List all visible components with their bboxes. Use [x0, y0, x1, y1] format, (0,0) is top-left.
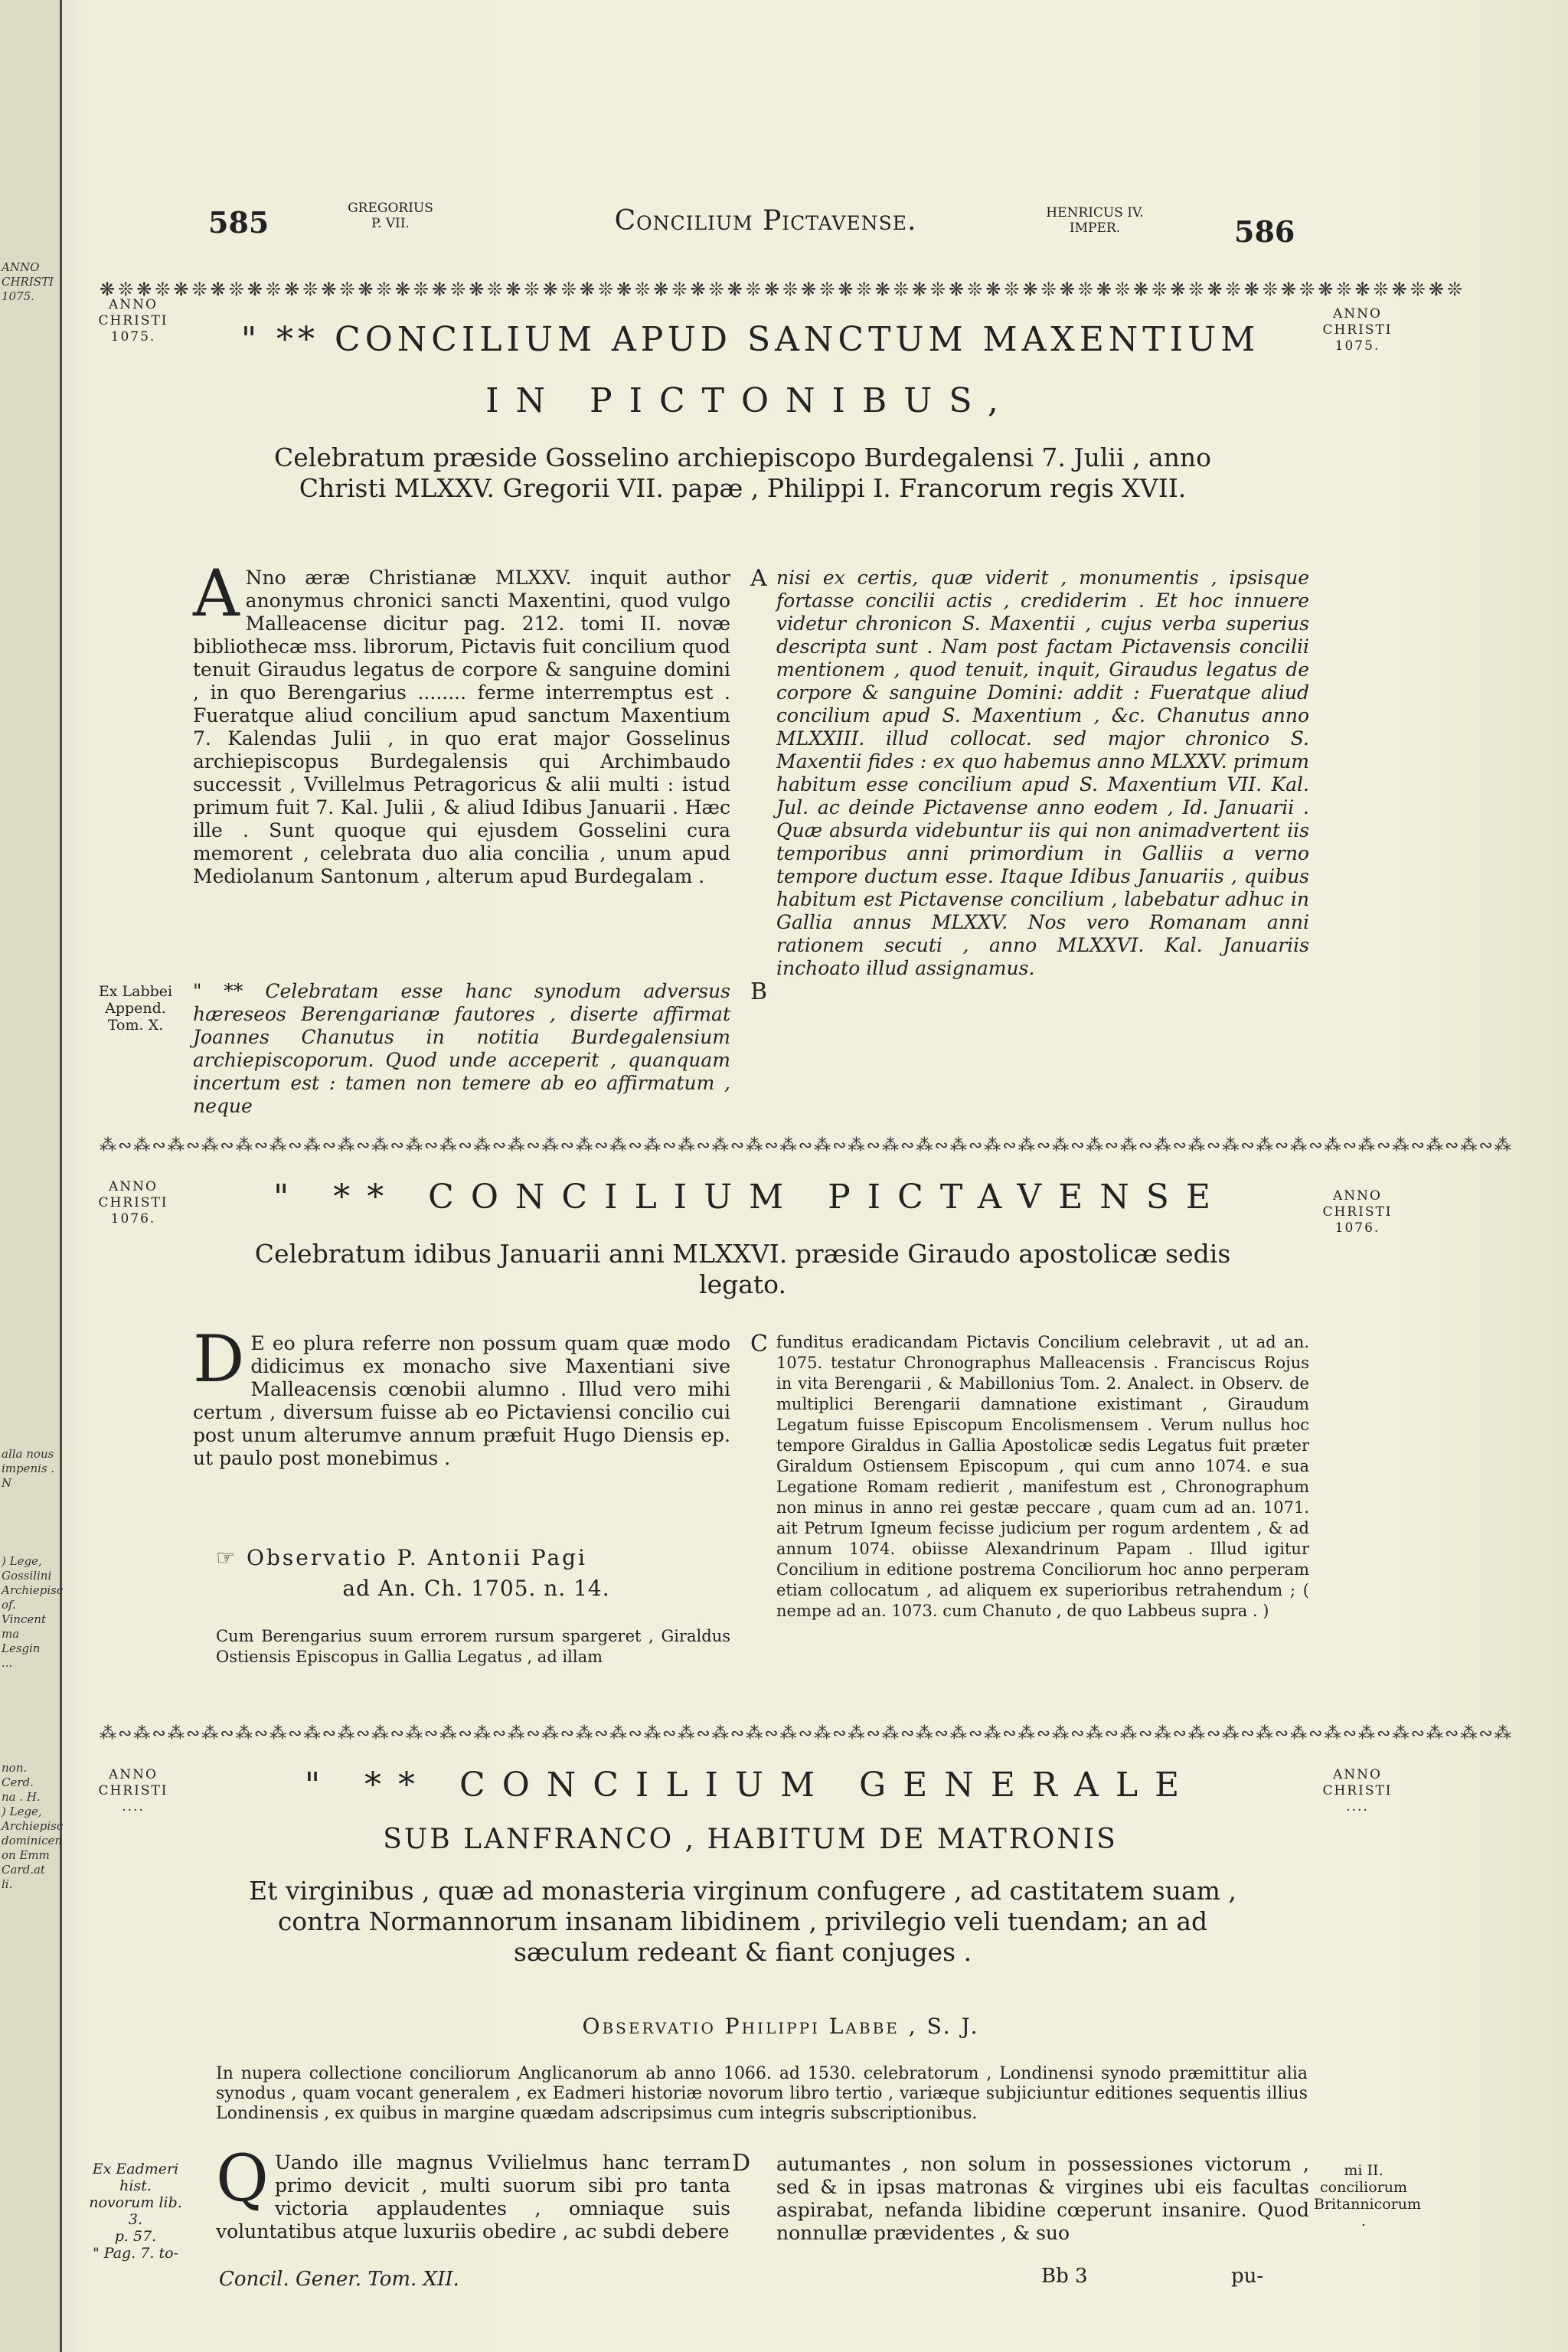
- text-column-left: [193, 1321, 730, 1470]
- drop-cap: Q: [216, 2141, 269, 2216]
- running-title: Concilium Pictavense.: [614, 205, 917, 237]
- side-note: Ex Labbei Append. Tom. X.: [98, 983, 173, 1034]
- section-subtitle: Celebratum idibus Januarii anni MLXXVI. præside Giraudo apostolicæ sedis legato.: [254, 1239, 1231, 1299]
- section-title: " ** CONCILIUM PICTAVENSE: [273, 1178, 1228, 1217]
- catchword: pu-: [1231, 2265, 1264, 2288]
- section-title-line2: IN PICTONIBUS,: [485, 381, 1015, 420]
- running-head-emperor: HENRICUS IV. IMPER.: [1046, 205, 1144, 236]
- text-column-left-note: " ** Celebratam esse hanc synodum adversus hæreseos Berengarianæ fautores , diserte affirmat Joannes Chanutus in notitia Burdegalensium archiepiscoporum. Quod unde acceperit , quanquam incertum est : tamen non temere ab eo affirmatum , neque: [193, 980, 730, 1117]
- column-text: Nno æræ Christianæ MLXXV. inquit author anonymus chronici sancti Maxentini, quod vulgo Malleacense dicitur pag. 212. tomi II. novæ bibliothecæ mss. librorum, Pictavis fuit concilium quod tenuit Giraudus legatus de corpore & sanguine domini , in quo Berengarius ........ ferme interremptus est . Fueratque aliud concilium apud sanctum Maxentium 7. Kalendas Julii , in quo erat major Gosselinus archiepiscopus Burdegalensis qui Archimbaudo successit , Vvillelmus Petragoricus & alii multi : istud primum fuit 7. Kal. Julii , & aliud Idibus Januarii . Hæc ille . Sunt quoque qui ejusdem Gosselini cura memorent , celebrata duo alia concilia , unum apud Mediolanum Santonum , alterum apud Burdegalam .: [193, 567, 730, 887]
- signature-mark: Bb 3: [1041, 2265, 1088, 2288]
- ornament-rule: ❋❊❋❊❋❊❋❊❋❊❋❊❋❊❋❊❋❊❋❊❋❊❋❊❋❊❋❊❋❊❋❊❋❊❋❊❋❊❋❊❋❊❋❊❋❊❋❊❋❊❋❊❋❊❋❊❋❊❋❊❋❊❋❊❋❊❋❊❋❊❋❊❋❊: [100, 279, 1466, 300]
- gutter-fragment: alla nous impenis . N: [2, 1447, 55, 1490]
- ornament-rule: ⁂∾⁂∾⁂∾⁂∾⁂∾⁂∾⁂∾⁂∾⁂∾⁂∾⁂∾⁂∾⁂∾⁂∾⁂∾⁂∾⁂∾⁂∾⁂∾⁂∾⁂∾⁂∾⁂∾⁂∾⁂∾⁂∾⁂∾⁂∾⁂∾⁂∾⁂∾⁂∾⁂∾⁂∾⁂∾⁂∾⁂∾⁂∾⁂∾⁂∾⁂∾⁂: [100, 1724, 1513, 1743]
- margin-letter: C: [750, 1331, 768, 1357]
- anno-christi-left: ANNO CHRISTI ....: [98, 1767, 168, 1815]
- text-column-right: autumantes , non solum in possessiones victorum , sed & in ipsas matronas & virgines ubi eis facultas aspirabat, nefanda libidine cœperunt insanire. Quod nonnullæ prævidentes , & suo: [776, 2153, 1309, 2244]
- anno-christi-left: ANNO CHRISTI 1076.: [98, 1179, 168, 1227]
- catchline: Concil. Gener. Tom. XII.: [219, 2268, 459, 2291]
- column-text: E eo plura referre non possum quam quæ modo didicimus ex monacho sive Maxentiani sive Malleacensis cœnobii alumno . Illud vero mihi certum , diversum fuisse ab eo Pictaviensi concilio cui post unum alterumve annum præfuit Hugo Diensis ep. ut paulo post monebimus .: [193, 1332, 730, 1469]
- text-column-left: [216, 2141, 730, 2243]
- page-number-right: 586: [1234, 214, 1295, 249]
- anno-christi-right: ANNO CHRISTI 1076.: [1322, 1188, 1393, 1236]
- side-note-right: mi II. conciliorum Britannicorum .: [1314, 2162, 1422, 2230]
- text-column-right: funditus eradicandam Pictavis Concilium celebravit , ut ad an. 1075. testatur Chronographus Malleacensis . Franciscus Rojus in vita Berengarii , & Mabillonius Tom. 2. Analect. in Observ. de multiplici Berengarii damnatione existimant , Giraudum Legatum fuisse Episcopum Encolismensem . Verum nullus hoc tempore Giraldus in Gallia Apostolicæ sedis Legatus fuit præter Giraldum Ostiensem Episcopum , qui cum anno 1074. e sua Legatione Romam redierit , manifestum est , Chronographum non minus in anno rei gestæ peccare , quam cum ad an. 1071. ait Petrum Igneum fecisse judicium per rogum ardentem , & ad annum 1074. obiisse Alexandrinum Papam . Illud igitur Concilium in editione postrema Conciliorum hoc anno perperam etiam collocatum , ad aliquem ex superioribus retrahendum ; ( nempe ad an. 1073. cum Chanuto , de quo Labbeus supra . ): [776, 1333, 1309, 1620]
- observation-heading: ☞ Observatio P. Antonii Pagi: [216, 1545, 588, 1570]
- side-note: Ex Eadmeri hist. novorum lib. 3. p. 57. " Pag. 7. to-: [89, 2161, 182, 2262]
- margin-letter: D: [732, 2150, 751, 2177]
- gutter-fragment: ANNO CHRISTI 1075.: [2, 260, 54, 303]
- drop-cap: D: [193, 1321, 245, 1396]
- drop-cap: A: [193, 556, 240, 631]
- section-title: " ** CONCILIUM GENERALE: [304, 1766, 1197, 1805]
- observation-reference: ad An. Ch. 1705. n. 14.: [342, 1576, 610, 1601]
- ornament-rule: ⁂∾⁂∾⁂∾⁂∾⁂∾⁂∾⁂∾⁂∾⁂∾⁂∾⁂∾⁂∾⁂∾⁂∾⁂∾⁂∾⁂∾⁂∾⁂∾⁂∾⁂∾⁂∾⁂∾⁂∾⁂∾⁂∾⁂∾⁂∾⁂∾⁂∾⁂∾⁂∾⁂∾⁂∾⁂∾⁂∾⁂∾⁂∾⁂∾⁂∾⁂∾⁂: [100, 1136, 1513, 1155]
- observation-heading: Observatio Philippi Labbe , S. J.: [582, 2014, 980, 2039]
- gutter-fragment: non. Cerd. na . H. ) Lege, Archiepisc dominicen on Emm Card.at li.: [2, 1761, 64, 1891]
- column-text: Uando ille magnus Vvilielmus hanc terram primo devicit , multi suorum sibi pro tanta victoria applaudentes , omniaque suis voluntatibus atque luxuriis obedire , ac subdi debere: [216, 2151, 730, 2243]
- section-title: " ** CONCILIUM APUD SANCTUM MAXENTIUM: [240, 320, 1260, 359]
- observation-text: Cum Berengarius suum errorem rursum spargeret , Giraldus Ostiensis Episcopus in Gallia Legatus , ad illam: [216, 1627, 730, 1666]
- page-number-left: 585: [208, 205, 270, 240]
- section-title-line2: SUB LANFRANCO , HABITUM DE MATRONIS: [383, 1824, 1118, 1855]
- gutter-fragment: ) Lege, Gossilini Archiepisc of. Vincent ma Lesgin ...: [2, 1554, 64, 1670]
- text-column-right: nisi ex certis, quæ viderit , monumentis , ipsisque fortasse concilii actis , crediderim . Et hoc innuere videtur chronicon S. Maxentii , cujus verba superius descripta sunt . Nam post factam Pictavensis concilii mentionem , quod tenuit, inquit, Giraudus legatus de corpore & sanguine Domini: addit : Fueratque aliud concilium apud S. Maxentium , &c. Chanutus anno MLXXIII. illud collocat. sed major chronico S. Maxentii fides : ex quo habemus anno MLXXV. primum habitum esse concilium apud S. Maxentium VII. Kal. Jul. ac deinde Pictavense anno eodem , Id. Januarii . Quæ absurda videbuntur iis qui non animadvertent iis temporibus anni primordium in Galliis a verno tempore ductum esse. Itaque Idibus Januariis , quibus habitum est Pictavense concilium , labebatur adhuc in Gallia annus MLXXV. Nos vero Romanam anni rationem secuti , anno MLXXVI. Kal. Januariis inchoato illud assignamus.: [776, 567, 1309, 979]
- anno-christi-left: ANNO CHRISTI 1075.: [98, 297, 168, 345]
- running-head-pope: GREGORIUS P. VII.: [348, 201, 433, 231]
- margin-letter: A: [750, 565, 767, 592]
- facing-page-gutter: [0, 0, 62, 2352]
- introductory-note: In nupera collectione conciliorum Anglicanorum ab anno 1066. ad 1530. celebratorum , Londinensi synodo præmittitur alia synodus , quam vocant generalem , ex Eadmeri historiæ novorum libro tertio , variæque subjiciuntur editiones sequentis illius Londinensis , ex quibus in margine quædam adscripsimus cum integris subscriptionibus.: [216, 2064, 1308, 2123]
- margin-letter: B: [750, 978, 768, 1005]
- anno-christi-right: ANNO CHRISTI 1075.: [1322, 306, 1393, 354]
- section-subtitle: Celebratum præside Gosselino archiepiscopo Burdegalensi 7. Julii , anno Christi MLXXV. Gregorii VII. papæ , Philippi I. Francorum regis XVII.: [273, 443, 1212, 503]
- text-column-left: [193, 556, 730, 888]
- anno-christi-right: ANNO CHRISTI ....: [1322, 1767, 1393, 1815]
- section-subtitle: Et virginibus , quæ ad monasteria virginum confugere , ad castitatem suam , contra Normannorum insanam libidinem , privilegio veli tuendam; an ad sæculum redeant & fiant conjuges .: [249, 1876, 1236, 1967]
